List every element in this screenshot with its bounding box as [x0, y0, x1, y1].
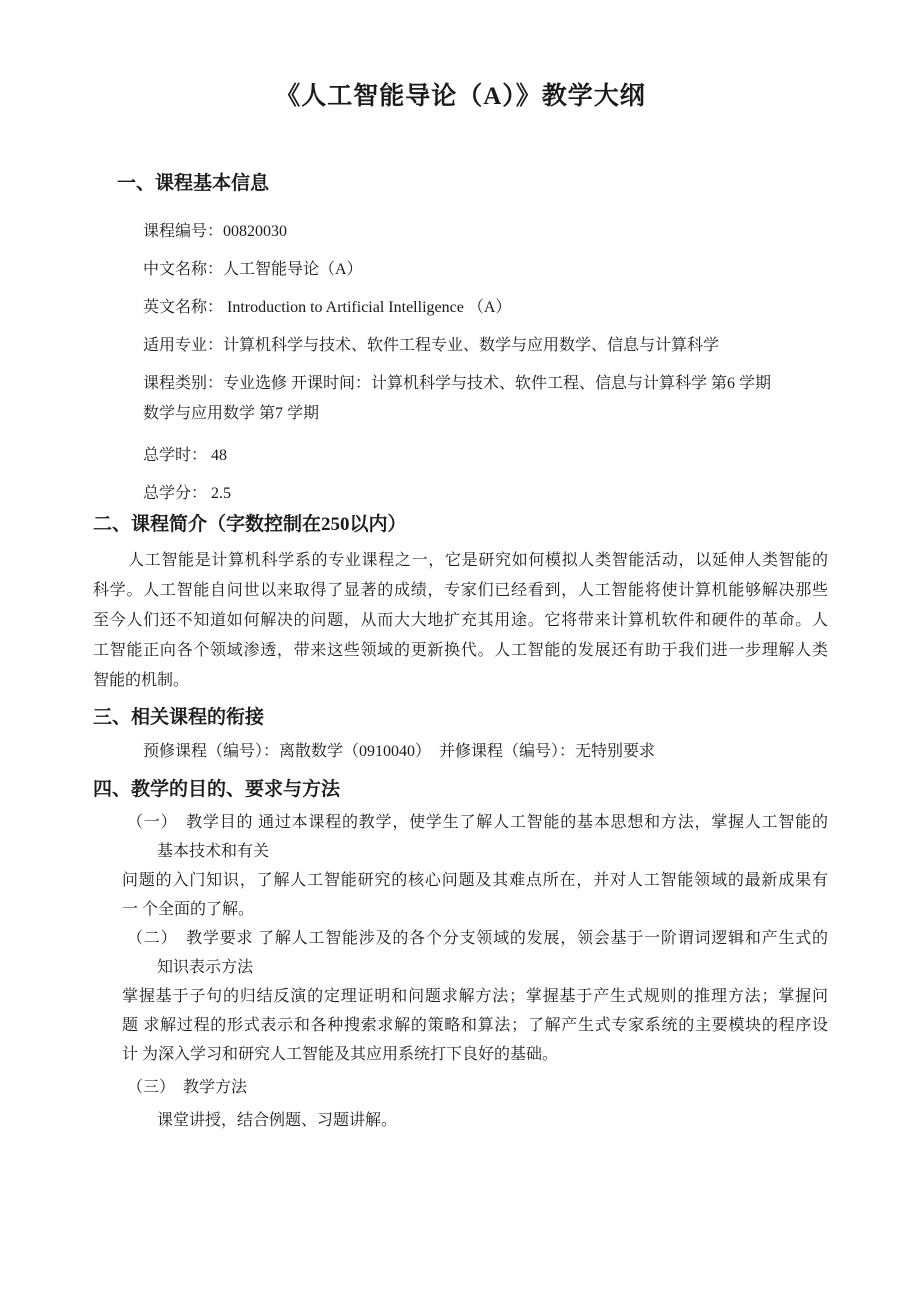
teaching-goal-line: 问题的入门知识，了解人工智能研究的核心问题及其难点所在，并对人工智能领域的最新成果有 [122, 872, 828, 889]
document-title: 《人工智能导论（A）》教学大纲 [275, 83, 646, 110]
section-teaching [93, 779, 828, 1131]
teaching-requirement-line: 题 求解过程的形式表示和各种搜索求解的策略和算法；了解产生式专家系统的主要模块的程序设 [122, 1017, 828, 1034]
intro-line: 科学。人工智能自问世以来取得了显著的成绩，专家们已经看到，人工智能将使计算机能够解决那些 [93, 582, 828, 599]
section-related-courses [93, 707, 828, 762]
intro-line: 智能的机制。 [93, 672, 190, 689]
teaching-goal-line: （一） 教学目的 通过本课程的教学，使学生了解人工智能的基本思想和方法，掌握人工智能的 [127, 814, 828, 831]
category-line-1: 课程类别：专业选修 开课时间：计算机科学与技术、软件工程、信息与计算科学 第6 学期 [143, 375, 772, 392]
majors-line: 适用专业：计算机科学与技术、软件工程专业、数学与应用数学、信息与计算科学 [143, 337, 720, 354]
intro-line: 人工智能是计算机科学系的专业课程之一，它是研究如何模拟人类智能活动，以延伸人类智能的 [128, 552, 828, 569]
teaching-paragraphs [93, 813, 828, 1131]
section-intro-heading: 二、课程简介（字数控制在250以内） [93, 514, 407, 535]
teaching-goal-line: 基本技术和有关 [157, 843, 270, 860]
total-credits-line: 总学分： 2.5 [143, 485, 232, 502]
total-hours-line: 总学时： 48 [143, 447, 228, 464]
intro-line: 工智能正向各个领域渗透，带来这些领域的更新换代。人工智能的发展还有助于我们进一步理解人类 [93, 642, 828, 659]
teaching-requirement-line: （二） 教学要求 了解人工智能涉及的各个分支领域的发展，领会基于一阶谓词逻辑和产生式的 [127, 930, 828, 947]
teaching-method-line: （三） 教学方法 [127, 1079, 248, 1096]
cn-name-line: 中文名称：人工智能导论（A） [143, 261, 363, 278]
teaching-goal-line: 一 个全面的了解。 [122, 901, 255, 918]
section-intro [93, 514, 828, 691]
intro-paragraph [93, 551, 828, 691]
course-code-line: 课程编号：00820030 [143, 223, 288, 240]
category-line-2: 数学与应用数学 第7 学期 [143, 405, 320, 422]
section-basic-info [93, 173, 828, 504]
section-basic-info-heading: 一、课程基本信息 [117, 173, 270, 194]
intro-line: 至今人们还不知道如何解决的问题，从而大大地扩充其用途。它将带来计算机软件和硬件的革命。人 [93, 612, 828, 629]
document-content [0, 82, 920, 1131]
en-name-line: 英文名称： Introduction to Artificial Intelligence （A） [143, 299, 512, 316]
teaching-requirement-line: 知识表示方法 [157, 959, 254, 976]
teaching-requirement-line: 计 为深入学习和研究人工智能及其应用系统打下良好的基础。 [122, 1046, 559, 1063]
section-related-heading: 三、相关课程的衔接 [93, 707, 265, 728]
teaching-requirement-line: 掌握基于子句的归结反演的定理证明和问题求解方法；掌握基于产生式规则的推理方法；掌握问 [122, 988, 828, 1005]
prereq-line: 预修课程（编号）：离散数学（0910040） 并修课程（编号）：无特别要求 [143, 743, 656, 760]
section-teaching-heading: 四、教学的目的、要求与方法 [93, 779, 341, 800]
teaching-method-line: 课堂讲授，结合例题、习题讲解。 [157, 1112, 398, 1129]
